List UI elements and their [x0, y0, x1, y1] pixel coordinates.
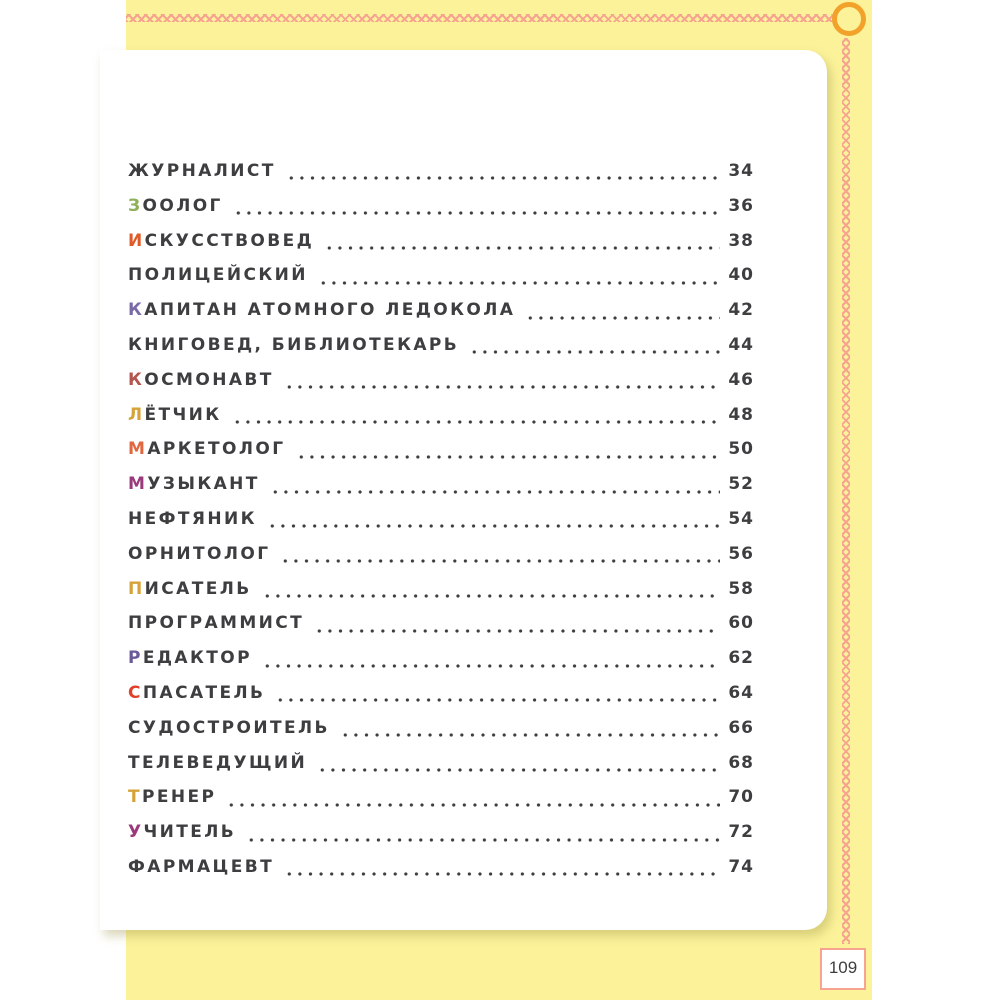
toc-entry-title	[128, 400, 222, 430]
toc-entry-page-number: 50	[728, 439, 754, 460]
toc-entry[interactable]	[128, 748, 754, 783]
toc-entry[interactable]	[128, 191, 754, 226]
toc-entry-page-number: 34	[728, 161, 754, 181]
top-decorative-border	[126, 14, 836, 22]
dot-leader	[318, 281, 720, 285]
toc-entry-title-rest: ЕЛЕВЕДУЩИЙ	[142, 752, 308, 773]
toc-entry-title-rest: РНИТОЛОГ	[144, 543, 271, 564]
toc-entry-title	[128, 678, 265, 708]
dot-leader	[469, 350, 720, 354]
toc-entry-title	[128, 852, 274, 882]
dot-leader	[286, 176, 720, 180]
toc-entry[interactable]	[128, 852, 754, 887]
toc-entry-page-number: 64	[728, 682, 754, 703]
toc-entry-page-number: 58	[728, 578, 754, 599]
toc-entry[interactable]	[128, 643, 754, 678]
toc-entry-initial-letter: Т	[128, 787, 142, 808]
dot-leader	[275, 698, 720, 702]
toc-entry[interactable]	[128, 678, 754, 713]
toc-entry-initial-letter: П	[128, 613, 145, 634]
dot-leader	[246, 838, 720, 842]
dot-leader	[262, 594, 720, 598]
toc-entry-title	[128, 574, 252, 604]
toc-entry-initial-letter: К	[128, 300, 145, 321]
toc-entry-title	[128, 713, 330, 743]
dot-leader	[262, 664, 720, 668]
toc-entry-page-number: 66	[728, 717, 754, 738]
dot-leader	[267, 524, 720, 528]
toc-entry-initial-letter: Ф	[128, 856, 148, 877]
toc-entry-initial-letter: П	[128, 265, 145, 286]
toc-entry-title	[128, 226, 314, 256]
toc-entry-initial-letter: С	[128, 682, 143, 703]
toc-entry-title	[128, 469, 260, 499]
side-decorative-border	[842, 38, 850, 944]
toc-entry-title-rest: ОЛИЦЕЙСКИЙ	[144, 265, 308, 286]
toc-entry-page-number: 48	[728, 404, 754, 425]
toc-entry-initial-letter: К	[128, 334, 145, 355]
dot-leader	[525, 316, 720, 320]
toc-entry[interactable]	[128, 295, 754, 330]
toc-entry-title	[128, 295, 515, 325]
toc-entry[interactable]	[128, 469, 754, 504]
dot-leader	[296, 455, 720, 459]
toc-entry-page-number: 42	[728, 300, 754, 321]
toc-entry[interactable]	[128, 330, 754, 365]
toc-entry-title-rest: ОСМОНАВТ	[144, 369, 274, 390]
toc-entry-page-number: 36	[728, 195, 754, 216]
toc-entry-title-rest: СКУССТВОВЕД	[144, 230, 315, 251]
toc-entry-initial-letter: М	[128, 474, 148, 495]
toc-entry-title	[128, 748, 307, 778]
card-left-edge	[100, 50, 126, 930]
toc-entry[interactable]	[128, 400, 754, 435]
toc-entry-page-number: 72	[728, 822, 754, 843]
dot-leader	[270, 490, 720, 494]
toc-entry-initial-letter: К	[128, 369, 145, 390]
toc-entry-page-number: 62	[728, 648, 754, 669]
toc-entry-title	[128, 782, 216, 812]
dot-leader	[340, 733, 720, 737]
toc-entry-title	[128, 539, 270, 569]
toc-entry-title-rest: РОГРАММИСТ	[144, 613, 305, 634]
toc-entry[interactable]	[128, 608, 754, 643]
toc-entry-page-number: 44	[728, 334, 754, 355]
toc-entry[interactable]	[128, 434, 754, 469]
toc-entry-page-number: 70	[728, 787, 754, 808]
toc-entry-title-rest: РЕНЕР	[142, 787, 217, 808]
dot-leader	[317, 768, 720, 772]
toc-entry[interactable]	[128, 226, 754, 261]
toc-entry-initial-letter: Л	[128, 404, 145, 425]
dot-leader	[232, 420, 720, 424]
toc-entry-title	[128, 260, 308, 290]
toc-entry-initial-letter: И	[128, 230, 145, 251]
toc-entry-initial-letter: Н	[128, 508, 145, 529]
toc-entry-initial-letter: П	[128, 578, 145, 599]
toc-entry[interactable]	[128, 365, 754, 400]
toc-entry-title	[128, 643, 252, 673]
toc-entry-initial-letter: Ж	[128, 161, 152, 181]
toc-entry-title-rest: ПАСАТЕЛЬ	[142, 682, 266, 703]
toc-entry-title-rest: НИГОВЕД, БИБЛИОТЕКАРЬ	[144, 334, 460, 355]
toc-entry-page-number: 56	[728, 543, 754, 564]
toc-entry[interactable]	[128, 539, 754, 574]
toc-entry-title-rest: УДОСТРОИТЕЛЬ	[142, 717, 330, 738]
table-of-contents	[128, 156, 754, 887]
toc-entry-title-rest: ЕДАКТОР	[142, 648, 252, 669]
toc-entry-title-rest: УЗЫКАНТ	[147, 474, 260, 495]
toc-entry-page-number: 38	[728, 230, 754, 251]
toc-entry-page-number: 74	[728, 856, 754, 877]
toc-entry-title	[128, 156, 276, 186]
page-number: 109	[828, 958, 858, 977]
toc-entry-page-number: 46	[728, 369, 754, 390]
toc-entry-title-rest: АРКЕТОЛОГ	[147, 439, 286, 460]
toc-entry-page-number: 52	[728, 474, 754, 495]
dot-leader	[284, 385, 720, 389]
toc-entry-title-rest: УРНАЛИСТ	[151, 161, 276, 181]
toc-entry[interactable]	[128, 782, 754, 817]
toc-entry-page-number: 40	[728, 265, 754, 286]
toc-entry-title-rest: АРМАЦЕВТ	[147, 856, 275, 877]
dot-leader	[324, 246, 720, 250]
toc-entry-title-rest: ИСАТЕЛЬ	[144, 578, 252, 599]
toc-entry-initial-letter: У	[128, 822, 144, 843]
toc-entry-title	[128, 608, 304, 638]
toc-entry-title	[128, 365, 274, 395]
toc-entry[interactable]	[128, 574, 754, 609]
dot-leader	[314, 629, 720, 633]
ring-ornament	[832, 2, 866, 36]
toc-entry-initial-letter: М	[128, 439, 148, 460]
toc-entry-title-rest: ЧИТЕЛЬ	[143, 822, 237, 843]
toc-entry-initial-letter: О	[128, 543, 145, 564]
toc-entry[interactable]	[128, 713, 754, 748]
toc-entry-title-rest: ЁТЧИК	[144, 404, 222, 425]
toc-entry-page-number: 68	[728, 752, 754, 773]
toc-entry[interactable]	[128, 156, 754, 191]
toc-entry-page-number: 60	[728, 613, 754, 634]
dot-leader	[284, 872, 720, 876]
toc-entry-initial-letter: Р	[128, 648, 143, 669]
toc-entry-page-number: 54	[728, 508, 754, 529]
toc-entry-title	[128, 434, 286, 464]
dot-leader	[226, 803, 720, 807]
toc-entry-title-rest: АПИТАН АТОМНОГО ЛЕДОКОЛА	[144, 300, 516, 321]
toc-entry[interactable]	[128, 504, 754, 539]
toc-entry-title-rest: ООЛОГ	[142, 195, 223, 216]
toc-entry[interactable]	[128, 817, 754, 852]
dot-leader	[280, 559, 720, 563]
toc-entry-initial-letter: З	[128, 195, 143, 216]
toc-entry[interactable]	[128, 260, 754, 295]
toc-entry-title	[128, 330, 459, 360]
toc-entry-initial-letter: С	[128, 717, 143, 738]
toc-entry-title	[128, 817, 236, 847]
page-number-box	[820, 948, 866, 990]
toc-entry-initial-letter: Т	[128, 752, 142, 773]
toc-entry-title	[128, 191, 223, 221]
toc-entry-title	[128, 504, 257, 534]
dot-leader	[233, 211, 720, 215]
toc-entry-title-rest: ЕФТЯНИК	[144, 508, 257, 529]
